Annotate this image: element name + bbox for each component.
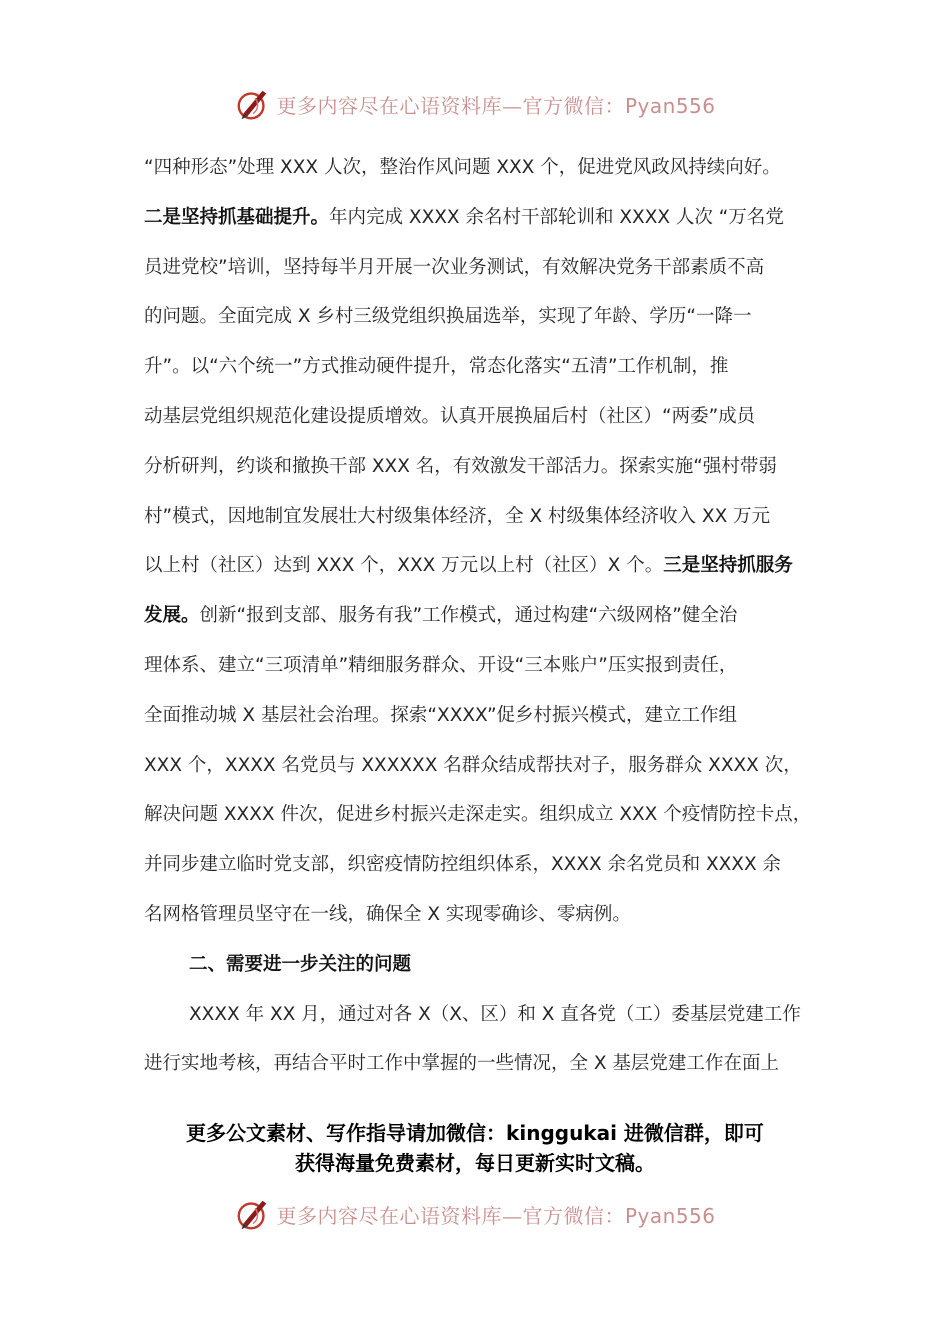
text-line [144, 342, 812, 392]
text-line [144, 392, 812, 442]
text-run: “四种形态”处理 XXX 人次，整治作风问题 XXX 个，促进党风政风持续向好。 [144, 157, 781, 178]
text-line [144, 741, 812, 791]
bold-run: 二是坚持抓基础提升。 [144, 206, 330, 228]
text-run: 年内完成 XXXX 余名村干部轮训和 XXXX 人次 “万名党 [329, 206, 784, 228]
text-line [144, 541, 812, 591]
bold-run: 三是坚持抓服务 [663, 555, 793, 577]
text-run: 名网格管理员坚守在一线，确保全 X 实现零确诊、零病例。 [144, 903, 631, 925]
banner-text: 更多内容尽在心语资料库—官方微信：Pyan556 [276, 93, 716, 118]
text-run: 村”模式，因地制宜发展壮大村级集体经济，全 X 村级集体经济收入 XX 万元 [144, 505, 771, 527]
footer-banner [0, 1194, 950, 1234]
footer-note-line-2: 获得海量免费素材，每日更新实时文稿。 [295, 1151, 655, 1175]
text-line [144, 193, 812, 243]
text-line [144, 890, 812, 940]
text-run: 动基层党组织规范化建设提质增效。认真开展换届后村（社区）“两委”成员 [144, 405, 756, 427]
text-line [144, 442, 812, 492]
text-run: 升”。以“六个统一”方式推动硬件提升，常态化落实“五清”工作机制，推 [144, 356, 729, 378]
text-run: 全面推动城 X 基层社会治理。探索“XXXX”促乡村振兴模式，建立工作组 [144, 704, 738, 726]
text-run: 进行实地考核，再结合平时工作中掌握的一些情况，全 X 基层党建工作在面上 [144, 1053, 779, 1075]
header-banner [0, 84, 950, 124]
pen-logo-icon [234, 1195, 272, 1233]
text-line [144, 492, 812, 542]
text-line [144, 143, 812, 193]
text-run: XXXX 年 XX 月，通过对各 X（X、区）和 X 直各党（工）委基层党建工作 [189, 1003, 801, 1025]
text-line [144, 1039, 812, 1089]
text-run: 分析研判，约谈和撤换干部 XXX 名，有效激发干部活力。探索实施“强村带弱 [144, 455, 777, 477]
banner-text: 更多内容尽在心语资料库—官方微信：Pyan556 [276, 1203, 716, 1228]
text-line [144, 940, 812, 990]
text-run: 理体系、建立“三项清单”精细服务群众、开设“三本账户”压实报到责任， [144, 654, 738, 676]
bold-run: 发展。 [144, 605, 200, 627]
text-run: 以上村（社区）达到 XXX 个，XXX 万元以上村（社区）X 个。 [144, 555, 664, 577]
text-line [144, 591, 812, 641]
text-run: 员进党校”培训，坚持每半月开展一次业务测试，有效解决党务干部素质不高 [144, 256, 765, 278]
text-line [144, 840, 812, 890]
footer-note-line-1: 更多公文素材、写作指导请加微信：kinggukai 进微信群，即可 [186, 1121, 764, 1145]
text-line [144, 691, 812, 741]
text-run: 创新“报到支部、服务有我”工作模式，通过构建“六级网格”健全治 [199, 605, 738, 627]
text-line [144, 790, 812, 840]
pen-logo-icon [234, 85, 272, 123]
text-line [144, 641, 812, 691]
text-run: XXX 个，XXXX 名党员与 XXXXXX 名群众结成帮扶对子，服务群众 XXXX 次， [144, 754, 802, 776]
text-line [144, 292, 812, 342]
text-line [144, 990, 812, 1040]
footer-note [100, 1118, 850, 1178]
text-run: 解决问题 XXXX 件次，促进乡村振兴走深走实。组织成立 XXX 个疫情防控卡点， [144, 804, 812, 826]
document-body [144, 143, 812, 1089]
text-line [144, 243, 812, 293]
bold-run: 二、需要进一步关注的问题 [189, 953, 412, 975]
text-run: 并同步建立临时党支部，织密疫情防控组织体系，XXXX 余名党员和 XXXX 余 [144, 854, 782, 876]
text-run: 的问题。全面完成 X 乡村三级党组织换届选举，实现了年龄、学历“一降一 [144, 306, 752, 328]
